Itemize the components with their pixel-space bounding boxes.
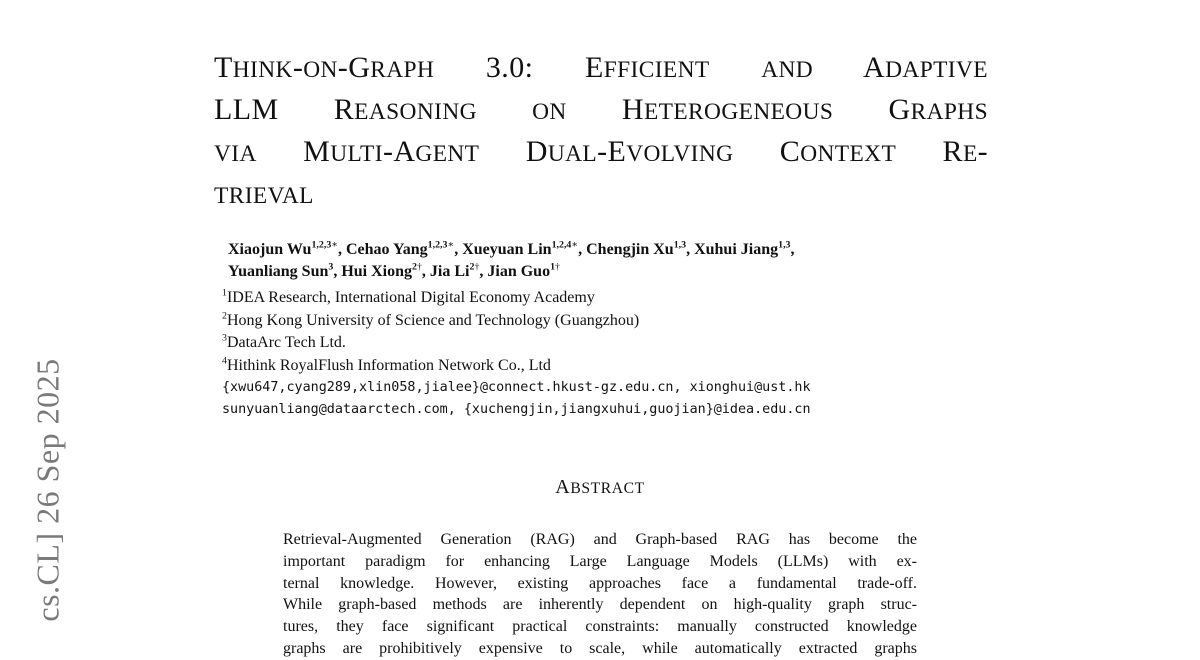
author-name: Chengjin Xu [586, 241, 674, 258]
author-name: Yuanliang Sun [228, 263, 329, 280]
email-list [222, 377, 982, 420]
author-name: Jian Guo [487, 263, 551, 280]
title-line: LLM REASONING ON HETEROGENEOUS GRAPHS [214, 93, 988, 126]
author-affiliation-marker: 2 [412, 261, 417, 273]
author-name: Jia Li [429, 263, 470, 280]
author-footnote-marker: † [474, 261, 480, 273]
affiliation-number: 1 [222, 287, 227, 299]
author-affiliation-marker: 1,3 [673, 239, 687, 251]
abstract-line: ternal knowledge. However, existing approaches face a fundamental trade-off. [283, 574, 917, 592]
author-footnote-marker: ∗ [331, 239, 338, 251]
author-affiliation-marker: 1,3 [778, 239, 791, 251]
author-affiliation-marker: 1,2,4 [551, 239, 572, 251]
author-footnote-marker: ∗ [571, 239, 579, 251]
email-line: {xwu647,cyang289,xlin058,jialee}@connect.hkust-gz.edu.cn, xionghui@ust.hk [222, 380, 811, 395]
author-affiliation-marker: 3 [328, 261, 334, 273]
author-affiliation-marker: 2 [469, 261, 475, 273]
author-affiliation-marker: 1 [550, 261, 556, 273]
author-line: Yuanliang Sun$^3$, Hui Xiong$^{2\dagger}$, Jia $Li^{2\dagger}$, Jian Guo$^{1\dagger}$ [228, 261, 560, 280]
title-line: VIA MULTI-AGENT DUAL-EVOLVING CONTEXT RE- [214, 135, 989, 168]
author-footnote-marker: ∗ [447, 239, 455, 251]
affiliation-number: 4 [222, 355, 227, 367]
title-line: THINK-ON-GRAPH 3.0: EFFICIENT AND ADAPTIVE [214, 51, 988, 84]
affiliation-number: 3 [222, 332, 227, 344]
author-list [228, 239, 988, 283]
author-footnote-marker: † [416, 261, 422, 273]
affiliation-row [222, 355, 982, 378]
author-name: Xiaojun Wu [228, 241, 312, 258]
abstract-body [283, 529, 917, 660]
author-name: Xuhui Jiang [694, 241, 779, 258]
affiliation-list [222, 287, 982, 377]
affiliation-text: Hithink RoyalFlush Information Network Co., Ltd [226, 356, 551, 374]
abstract-line: tures, they face significant practical constraints: manually constructed knowledge [283, 618, 917, 636]
abstract-line: Retrieval-Augmented Generation (RAG) and Graph-based RAG has become the [283, 531, 917, 548]
abstract-line: While graph-based methods are inherently dependent on high-quality graph struc- [283, 596, 917, 614]
abstract-line: important paradigm for enhancing Large Language Models (LLMs) with ex- [283, 552, 917, 570]
affiliation-text: Hong Kong University of Science and Technology (Guangzhou) [226, 311, 640, 329]
affiliation-row [222, 332, 982, 355]
affiliation-row [222, 287, 982, 310]
affiliation-text: IDEA Research, International Digital Economy Academy [226, 289, 595, 306]
affiliation-number: 2 [222, 310, 227, 322]
affiliation-row [222, 310, 982, 333]
author-footnote-marker: † [555, 261, 560, 273]
affiliation-text: DataArc Tech Ltd. [226, 334, 346, 351]
arxiv-sidebar-stamp: cs.CL] 26 Sep 2025 [29, 358, 66, 622]
author-name: Cehao Yang [346, 241, 428, 258]
author-line: Xiaojun $Wu^{1,2,3∗}$, Cehao Yang$^{1,2,3∗}$, Xueyuan Lin$^{1,2,4∗}$, Chengjin Xu$^{1,3}$, Xuhui Jiang$^{1,3}$, [228, 239, 795, 258]
email-line: sunyuanliang@dataarctech.com, {xuchengjin,jiangxuhui,guojian}@idea.edu.cn [222, 401, 811, 417]
abstract-line: graphs are prohibitively expensive to scale, while automatically extracted graphs [283, 639, 917, 657]
paper-title [214, 48, 988, 216]
author-name: Xueyuan Lin [462, 241, 552, 258]
abstract-heading: ABSTRACT [555, 476, 645, 498]
author-affiliation-marker: 1,2,3 [427, 239, 448, 251]
author-affiliation-marker: 1,2,3 [311, 239, 332, 251]
author-name: Hui Xiong [341, 263, 413, 280]
title-line: TRIEVAL [214, 183, 314, 209]
